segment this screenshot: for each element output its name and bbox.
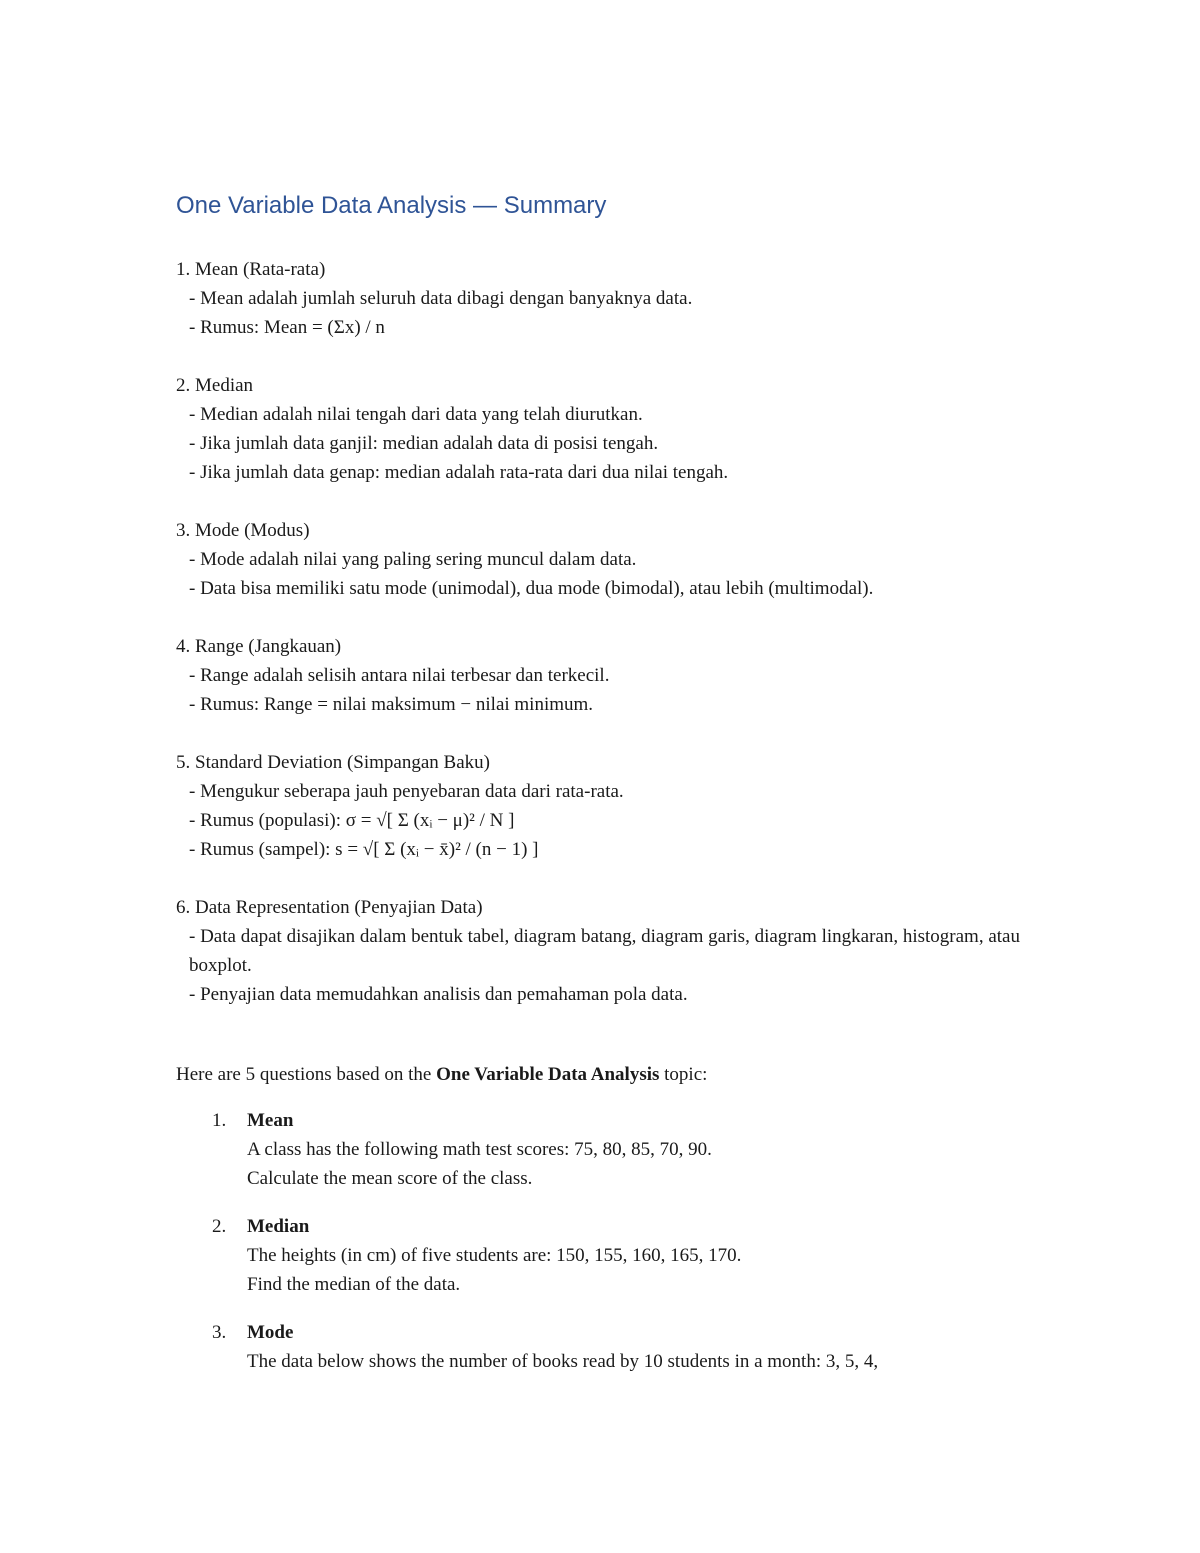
summary-line: - Rumus (sampel): s = √[ Σ (xᵢ − x̄)² / (n − 1) ] <box>189 839 539 860</box>
summary-heading: 1. Mean (Rata-rata) <box>176 259 326 280</box>
question-title: Mode <box>247 1322 294 1343</box>
question-title: Median <box>247 1216 310 1237</box>
summary-heading: 4. Range (Jangkauan) <box>176 636 342 657</box>
summary-line: - Jika jumlah data genap: median adalah rata-rata dari dua nilai tengah. <box>189 462 729 483</box>
summary-item-data-representation <box>176 893 1026 1009</box>
summary-line: - Mengukur seberapa jauh penyebaran data dari rata-rata. <box>189 781 624 802</box>
summary-line: - Jika jumlah data ganjil: median adalah data di posisi tengah. <box>189 433 659 454</box>
summary-line: - Penyajian data memudahkan analisis dan pemahaman pola data. <box>189 984 688 1005</box>
summary-heading: 6. Data Representation (Penyajian Data) <box>176 897 483 918</box>
summary-item-mean <box>176 255 1026 342</box>
summary-line: - Rumus: Range = nilai maksimum − nilai minimum. <box>189 694 594 715</box>
question-number: 1. <box>212 1110 227 1131</box>
question-item <box>176 1212 1076 1299</box>
summary-line: - Rumus (populasi): σ = √[ Σ (xᵢ − μ)² / N ] <box>189 810 515 831</box>
question-line: Calculate the mean score of the class. <box>247 1168 533 1189</box>
questions-intro <box>176 1060 1026 1089</box>
intro-text-after: topic: <box>659 1064 708 1085</box>
question-number: 2. <box>212 1216 227 1237</box>
summary-item-median <box>176 371 1026 487</box>
question-number: 3. <box>212 1322 227 1343</box>
question-line: The heights (in cm) of five students are: 150, 155, 160, 165, 170. <box>247 1245 742 1266</box>
summary-heading: 5. Standard Deviation (Simpangan Baku) <box>176 752 490 773</box>
question-item <box>176 1318 1076 1376</box>
question-item <box>176 1106 1076 1193</box>
questions-list <box>176 1106 1076 1395</box>
intro-text-before: Here are 5 questions based on the <box>176 1064 437 1085</box>
summary-line: - Rumus: Mean = (Σx) / n <box>189 317 385 338</box>
summary-item-standard-deviation <box>176 748 1026 864</box>
summary-line: - Mode adalah nilai yang paling sering muncul dalam data. <box>189 549 637 570</box>
summary-line: - Range adalah selisih antara nilai terbesar dan terkecil. <box>189 665 610 686</box>
question-title: Mean <box>247 1110 294 1131</box>
summary-heading: 3. Mode (Modus) <box>176 520 310 541</box>
question-line: A class has the following math test scores: 75, 80, 85, 70, 90. <box>247 1139 712 1160</box>
summary-heading: 2. Median <box>176 375 254 396</box>
summary-line: - Mean adalah jumlah seluruh data dibagi dengan banyaknya data. <box>189 288 693 309</box>
question-line: Find the median of the data. <box>247 1274 461 1295</box>
intro-topic-bold: One Variable Data Analysis <box>436 1064 660 1085</box>
summary-item-mode <box>176 516 1026 603</box>
page-title: One Variable Data Analysis — Summary <box>176 192 607 219</box>
summary-item-range <box>176 632 1026 719</box>
summary-line: - Data dapat disajikan dalam bentuk tabel, diagram batang, diagram garis, diagram lingkaran, histogram, atau boxplot. <box>189 926 1020 976</box>
summary-line: - Data bisa memiliki satu mode (unimodal), dua mode (bimodal), atau lebih (multimodal). <box>189 578 874 599</box>
question-line: The data below shows the number of books read by 10 students in a month: 3, 5, 4, <box>247 1351 879 1372</box>
summary-line: - Median adalah nilai tengah dari data yang telah diurutkan. <box>189 404 643 425</box>
summary-section <box>176 255 1026 1038</box>
